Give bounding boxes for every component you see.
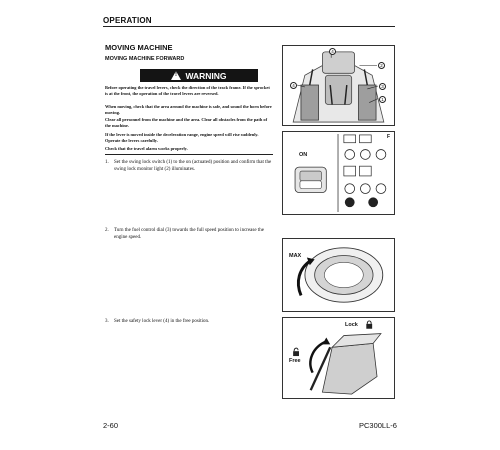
lever-free-label: Free bbox=[289, 358, 301, 364]
figure-travel-levers bbox=[282, 45, 395, 126]
step-item bbox=[105, 319, 275, 326]
dial-max-label: MAX bbox=[289, 253, 302, 259]
warning-paragraph: Before operating the travel levers, check the direction of the track frame. If the sprocket is at the front, the operation of the travel levers are reversed. bbox=[105, 85, 270, 96]
callout-number: 1 bbox=[379, 96, 386, 103]
step-number: 2. bbox=[105, 228, 109, 233]
swing-lock-illustration bbox=[283, 132, 394, 214]
travel-levers-illustration bbox=[283, 46, 394, 125]
step-number: 1. bbox=[105, 160, 109, 165]
fuel-dial-illustration bbox=[283, 239, 394, 311]
switch-on-label: ON bbox=[299, 152, 308, 158]
lever-lock-label: Lock bbox=[345, 322, 358, 328]
step-number: 3. bbox=[105, 319, 109, 324]
callout-number: 2 bbox=[378, 62, 385, 69]
callout-number: 4 bbox=[329, 48, 336, 55]
step-item bbox=[105, 160, 275, 174]
model-name: PC300LL-6 bbox=[359, 421, 397, 430]
warning-paragraph: When moving, check that the area around the machine is safe, and sound the horn before moving. bbox=[105, 104, 272, 115]
warning-banner bbox=[140, 69, 258, 82]
page-title: MOVING MACHINE bbox=[105, 43, 173, 52]
callout-number: 3 bbox=[379, 83, 386, 90]
monitor-key-label: F bbox=[387, 134, 391, 140]
warning-paragraph: Check that the travel alarm works properly. bbox=[105, 146, 188, 151]
warning-label: WARNING bbox=[185, 70, 227, 81]
figure-safety-lever bbox=[282, 317, 395, 399]
warning-icon bbox=[171, 71, 181, 80]
step-text: Turn the fuel control dial (3) towards the full speed position to increase the engine speed. bbox=[114, 228, 264, 240]
section-header: OPERATION bbox=[103, 16, 152, 25]
step-text: Set the swing lock switch (1) to the on (actuated) position and confirm that the swing lock monitor light (2) illuminates. bbox=[114, 160, 272, 172]
warning-paragraph: If the lever is moved inside the deceleration range, engine speed will rise suddenly. Operate the levers carefully. bbox=[105, 132, 259, 143]
warning-end-rule bbox=[105, 154, 273, 155]
header-rule bbox=[103, 26, 395, 27]
step-text: Set the safety lock lever (4) in the free position. bbox=[114, 319, 210, 324]
page-subtitle: MOVING MACHINE FORWARD bbox=[105, 56, 185, 62]
figure-swing-lock bbox=[282, 131, 395, 215]
page-number: 2-60 bbox=[103, 421, 119, 430]
callout-number: 4 bbox=[290, 82, 297, 89]
figure-fuel-dial bbox=[282, 238, 395, 312]
warning-paragraph: Clear all personnel from the machine and the area. Clear all obstacles from the path of the machine. bbox=[105, 117, 268, 128]
step-item bbox=[105, 228, 275, 242]
